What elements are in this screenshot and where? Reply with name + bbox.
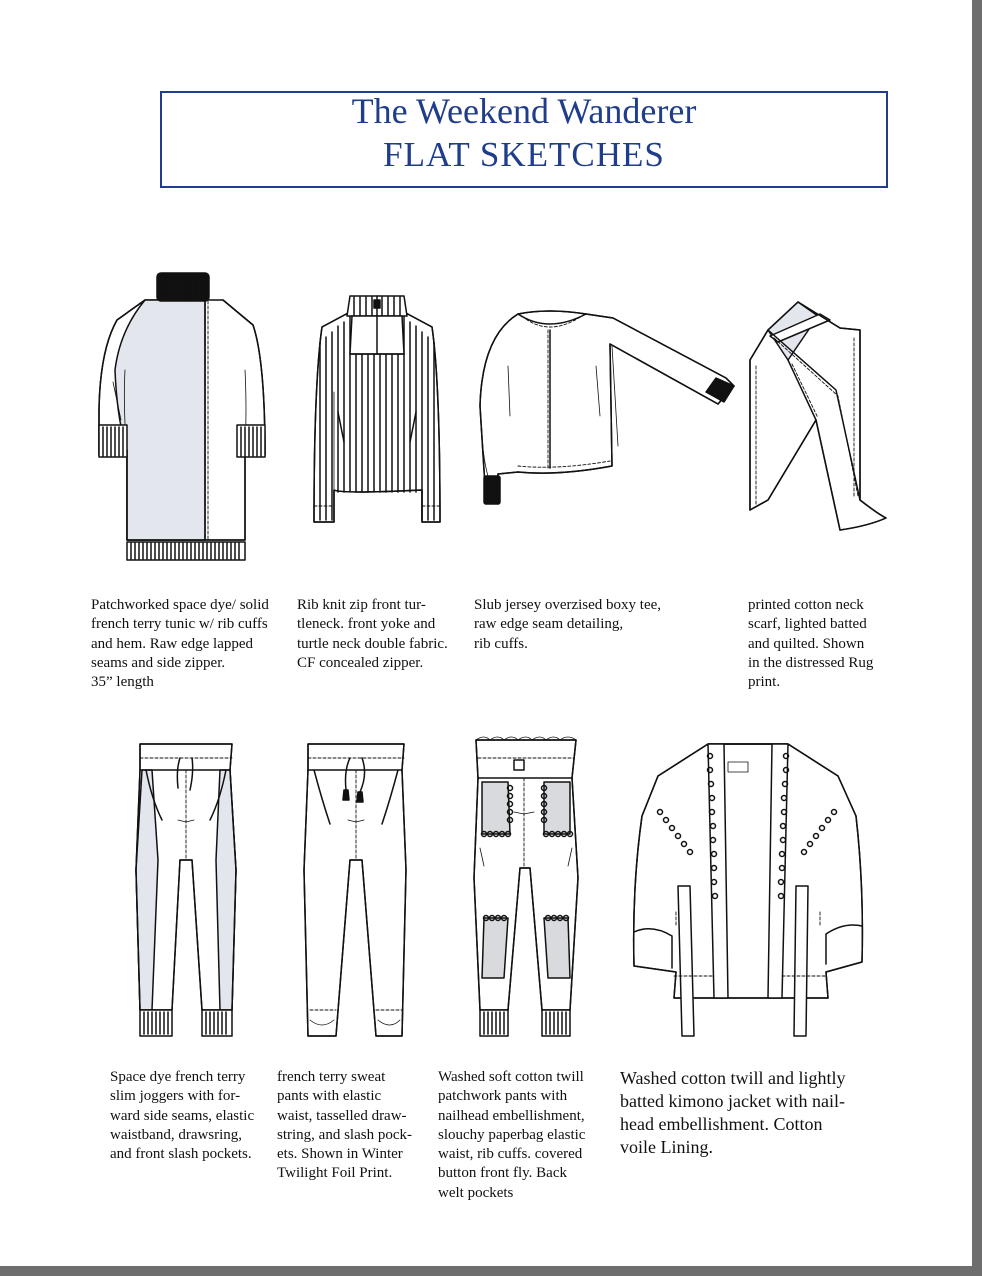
item-description: Slub jersey overzised boxy tee, raw edge seam detailing, rib cuffs. [474, 597, 662, 652]
sweatpants-sketch [302, 740, 410, 1040]
twill-pants-sketch [470, 738, 582, 1040]
item-description: Rib knit zip front tur- tleneck. front yoke and turtle neck double fabric. CF concealed zipper. [297, 597, 448, 671]
title-box [160, 91, 888, 188]
tunic-sketch [95, 270, 270, 565]
turtleneck-sketch [312, 292, 442, 524]
item-description: printed cotton neck scarf, lighted batted and quilted. Shown in the distressed Rug print. [748, 597, 874, 691]
page-edge-bottom [0, 1266, 982, 1276]
kimono-jacket-sketch [628, 736, 868, 1038]
section-title: FLAT SKETCHES [383, 135, 665, 174]
item-description: french terry sweat pants with elastic waist, tasselled draw- string, and slash pock- ets. Shown in Winter Twilight Foil Print. [277, 1069, 412, 1182]
tee-sketch [478, 306, 740, 506]
collection-title: The Weekend Wanderer [351, 91, 697, 131]
item-description: Washed soft cotton twill patchwork pants with nailhead embellishment, slouchy paperbag elastic waist, rib cuffs. covered button front fly. Back welt pockets [438, 1069, 586, 1201]
item-description: Washed cotton twill and lightly batted kimono jacket with nail- head embellishment. Cotton voile Lining. [620, 1068, 846, 1157]
joggers-sketch [132, 740, 240, 1040]
item-description: Space dye french terry slim joggers with for- ward side seams, elastic waistband, drawsring, and front slash pockets. [110, 1069, 255, 1163]
scarf-sketch [748, 300, 888, 540]
item-description: Patchworked space dye/ solid french terry tunic w/ rib cuffs and hem. Raw edge lapped seams and side zipper. 35” length [91, 597, 269, 691]
page-edge-right [972, 0, 982, 1276]
